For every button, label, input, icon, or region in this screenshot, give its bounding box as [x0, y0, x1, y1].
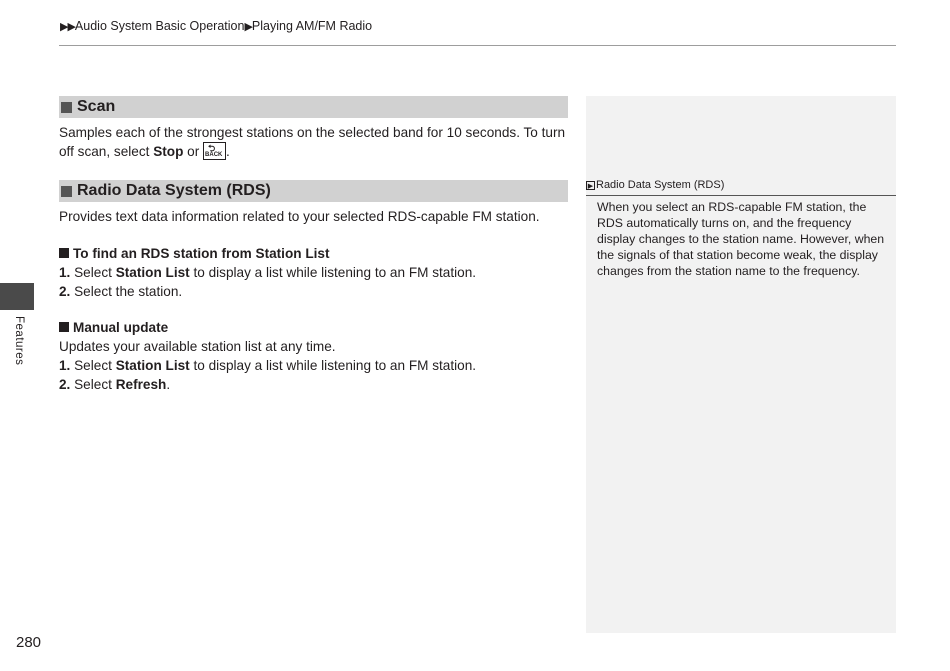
back-button-icon [203, 142, 226, 160]
step-number: 1. [59, 358, 71, 373]
breadcrumb-item: Audio System Basic Operation [74, 19, 245, 33]
sidebar-heading-text: Radio Data System (RDS) [596, 179, 725, 191]
manual-description: Updates your available station list at any time. [59, 339, 336, 354]
square-bullet-icon [59, 248, 69, 258]
subheading-manual-update [59, 318, 574, 337]
chapter-tab [0, 283, 34, 310]
station-list-label: Station List [115, 265, 190, 280]
scan-text-part: Samples each of the strongest stations on the selected band for 10 seconds. To turn off scan, select [59, 125, 566, 159]
page-number: 280 [16, 634, 42, 651]
step-text: to display a list while listening to an FM station. [189, 265, 477, 280]
chapter-tab-label: Features [13, 316, 25, 366]
sidebar-heading [586, 179, 896, 191]
square-bullet-icon [59, 322, 69, 332]
step-number: 2. [59, 377, 71, 392]
subheading-text: To find an RDS station from Station List [73, 246, 330, 261]
sidebar-text: When you select an RDS-capable FM station, the RDS automatically turns on, and the frequency display changes to the station name. However, when the signals of that station become weak, the display changes from the station name to the frequency. [597, 200, 885, 278]
step-item [59, 282, 574, 301]
step-item [59, 375, 574, 394]
sidebar-rule [586, 195, 896, 196]
breadcrumb [60, 19, 372, 33]
scan-text [59, 123, 574, 161]
section-header-rds [59, 180, 568, 202]
section-header-scan [59, 96, 568, 118]
refresh-label: Refresh [115, 377, 167, 392]
sidebar-panel [586, 96, 896, 633]
or-text: or [183, 144, 204, 159]
rds-manual-block [59, 318, 574, 394]
rds-find-block [59, 244, 574, 301]
scan-end: . [226, 144, 230, 159]
step-text: Select [70, 377, 116, 392]
step-number: 1. [59, 265, 71, 280]
step-text: Select [70, 358, 116, 373]
stop-label: Stop [153, 144, 184, 159]
step-number: 2. [59, 284, 71, 299]
rds-intro: Provides text data information related to your selected RDS-capable FM station. [59, 209, 540, 224]
section-title: Radio Data System (RDS) [77, 182, 271, 199]
subheading-find-station [59, 244, 574, 263]
square-bullet-icon [61, 186, 72, 197]
breadcrumb-arrows-icon: ▶▶ [60, 21, 75, 33]
step-text: Select [70, 265, 116, 280]
return-arrow-icon: ⮌ [208, 143, 216, 153]
station-list-label: Station List [115, 358, 190, 373]
step-item [59, 263, 574, 282]
subheading-text: Manual update [73, 320, 169, 335]
back-icon-label: BACK [205, 152, 223, 158]
note-marker-icon: ▶ [587, 183, 594, 190]
step-text: to display a list while listening to an FM station. [189, 358, 477, 373]
breadcrumb-separator-icon: ▶ [244, 21, 252, 33]
square-bullet-icon [61, 102, 72, 113]
step-text: . [166, 377, 171, 392]
step-text: Select the station. [70, 284, 183, 299]
header-rule [59, 45, 896, 46]
breadcrumb-item: Playing AM/FM Radio [251, 19, 373, 33]
step-item [59, 356, 574, 375]
section-title: Scan [77, 98, 116, 115]
